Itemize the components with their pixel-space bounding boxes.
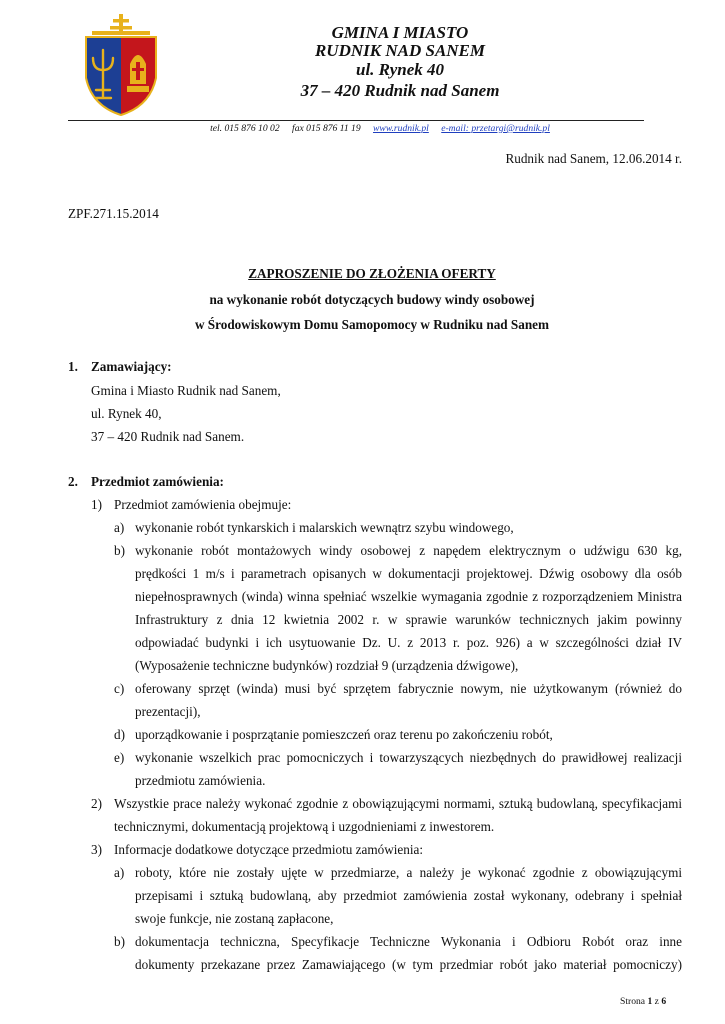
point-3-text: Informacje dodatkowe dotyczące przedmiotu zamówienia:: [114, 842, 424, 857]
item-line: wykonanie robót tynkarskich i malarskich wewnątrz szybu windowego,: [135, 520, 514, 535]
item-line: prędkości 1 m/s i parametrach opisanych w dokumentacji projektowej. Dźwig osobowy dla osób: [135, 566, 682, 581]
item-line: (Wyposażenie techniczne budynków) rozdział 9 (urządzenia dźwigowe),: [135, 658, 519, 673]
point-2-number: 2): [91, 796, 102, 811]
item-letter: d): [114, 727, 125, 742]
item-letter: b): [114, 934, 125, 949]
item-letter: a): [114, 865, 125, 880]
point-2-line: Wszystkie prace należy wykonać zgodnie z obowiązującymi normami, sztuką budowlaną, specyfikacjami: [114, 796, 682, 811]
item-letter: b): [114, 543, 125, 558]
section-1-line: ul. Rynek 40,: [91, 406, 162, 421]
header-divider: [68, 120, 644, 121]
header-line-4: 37 – 420 Rudnik nad Sanem: [300, 81, 500, 100]
item-line: roboty, które nie zostały ujęte w przedmiarze, a należy je wykonać zgodnie z obowiązującymi: [135, 865, 682, 880]
contact-fax: fax 015 876 11 19: [292, 123, 361, 134]
coat-of-arms-logo: [82, 14, 160, 118]
document-subtitle-1: na wykonanie robót dotyczących budowy windy osobowej: [209, 292, 535, 307]
section-1-number: 1.: [68, 359, 78, 374]
header-line-2: RUDNIK NAD SANEM: [314, 41, 486, 60]
item-line: niepełnosprawnych (winda) winna spełniać wszelkie wymagania zgodnie z rozporządzeniem Ministra: [135, 589, 682, 604]
item-line: uporządkowanie i posprzątanie pomieszczeń oraz terenu po zakończeniu robót,: [135, 727, 553, 742]
item-line: przepisami i sztuką budowlaną, aby przedmiot zamówienia został wykonany, odebrany i spełniał: [135, 888, 682, 903]
section-1-line: Gmina i Miasto Rudnik nad Sanem,: [91, 383, 281, 398]
contact-line: [100, 123, 660, 134]
point-1-text: Przedmiot zamówienia obejmuje:: [114, 497, 292, 512]
website-link[interactable]: www.rudnik.pl: [373, 123, 429, 134]
footer-label: Strona: [620, 996, 646, 1007]
section-2-heading: Przedmiot zamówienia:: [91, 474, 224, 489]
point-3-number: 3): [91, 842, 102, 857]
footer-current-page: 1: [647, 996, 653, 1007]
document-title: ZAPROSZENIE DO ZŁOŻENIA OFERTY: [248, 266, 496, 281]
header-line-1: GMINA I MIASTO: [331, 23, 469, 42]
section-1-heading: Zamawiający:: [91, 359, 172, 374]
place-date: Rudnik nad Sanem, 12.06.2014 r.: [505, 151, 682, 166]
item-letter: c): [114, 681, 125, 696]
item-letter: e): [114, 750, 125, 765]
email-link[interactable]: e-mail: przetargi@rudnik.pl: [441, 123, 550, 134]
item-letter: a): [114, 520, 125, 535]
footer-separator: z: [654, 996, 659, 1007]
item-line: swoje funkcje, nie zostaną zapłacone,: [135, 911, 334, 926]
reference-number: ZPF.271.15.2014: [68, 206, 159, 221]
item-line: odpowiadać budynki i ich usytuowanie Dz. U. z 2013 r. poz. 926) a w szczególności dział IV: [135, 635, 682, 650]
item-line: wykonanie robót montażowych windy osobowej z napędem elektrycznym o udźwigu 630 kg,: [135, 543, 682, 558]
item-line: Infrastruktury z dnia 12 kwietnia 2002 r. w sprawie warunków technicznych jakim powinny: [135, 612, 682, 627]
point-1-number: 1): [91, 497, 102, 512]
item-line: dokumenty przekazane przez Zamawiającego (w tym przedmiar robót jako materiał pomocniczy): [135, 957, 682, 972]
item-line: prezentacji),: [135, 704, 201, 719]
section-2-number: 2.: [68, 474, 78, 489]
contact-phone: tel. 015 876 10 02: [210, 123, 280, 134]
header-line-3: ul. Rynek 40: [355, 60, 444, 79]
section-1-line: 37 – 420 Rudnik nad Sanem.: [91, 429, 245, 444]
page-footer: [620, 996, 666, 1007]
item-line: przedmiotu zamówienia.: [135, 773, 266, 788]
document-subtitle-2: w Środowiskowym Domu Samopomocy w Rudniku nad Sanem: [194, 317, 550, 332]
point-2-line: technicznymi, dokumentacją projektową i uzgodnieniami z inwestorem.: [114, 819, 495, 834]
item-line: dokumentacja techniczna, Specyfikacje Techniczne Wykonania i Odbioru Robót oraz inne: [135, 934, 682, 949]
item-line: oferowany sprzęt (winda) musi być sprzętem fabrycznie nowym, nie użytkowanym (również do: [135, 681, 682, 696]
footer-total-pages: 6: [661, 996, 667, 1007]
item-line: wykonanie wszelkich prac pomocniczych i towarzyszących niezbędnych do prawidłowej realizacji: [135, 750, 682, 765]
